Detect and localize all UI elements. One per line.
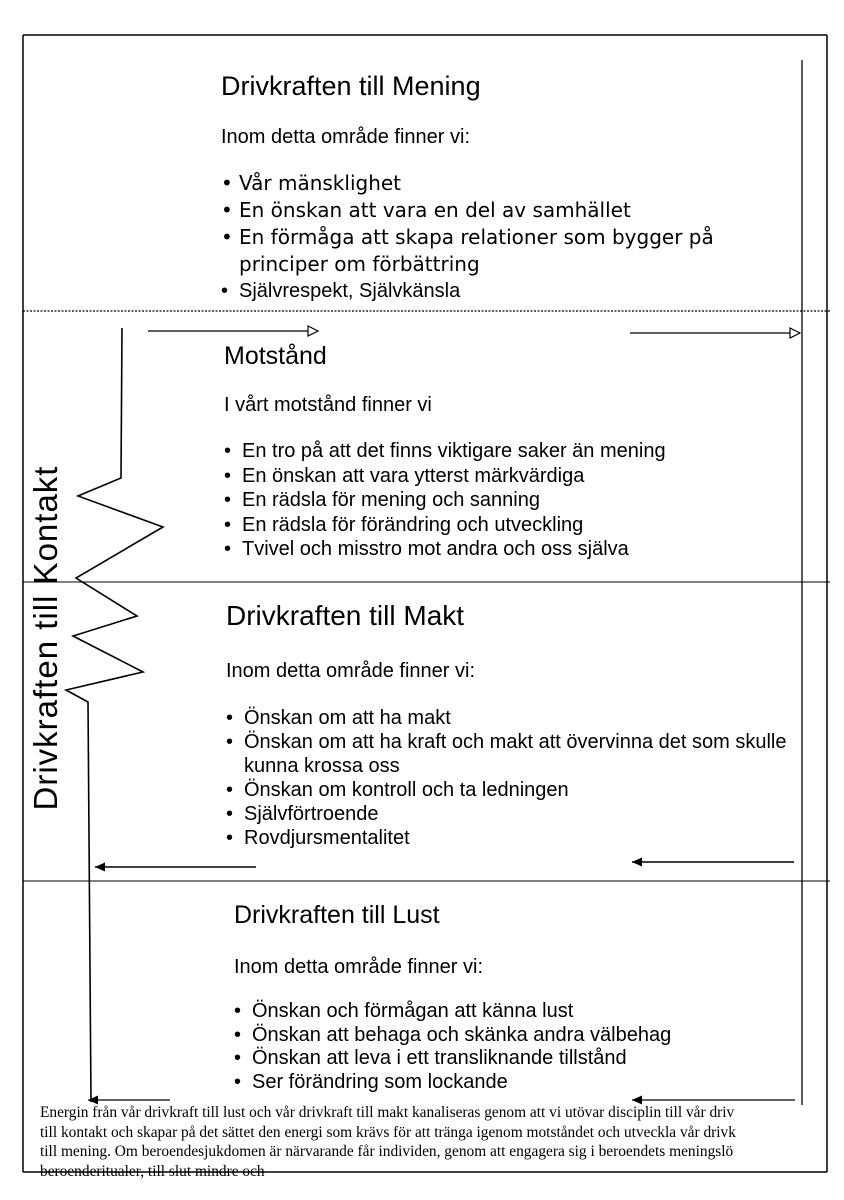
section-intro: Inom detta område finner vi: bbox=[226, 660, 476, 682]
list-item: • Önskan om att ha kraft och makt att övervinna det som skulle kunna krossa oss bbox=[226, 730, 816, 778]
list-item: • Tvivel och misstro mot andra och oss själva bbox=[224, 537, 804, 562]
list-item: • Ser förändring som lockande bbox=[234, 1071, 814, 1095]
side-label-kontakt: Drivkraften till Kontakt bbox=[27, 465, 64, 811]
footer-line: Energin från vår drivkraft till lust och vår drivkraft till makt kanaliseras genom att vi utövar disciplin till vår driv bbox=[40, 1104, 735, 1121]
list-item: • Önskan om kontroll och ta ledningen bbox=[226, 778, 816, 802]
section-intro: I vårt motstånd finner vi bbox=[224, 394, 432, 416]
footer-line: beroenderitualer, till slut mindre och bbox=[40, 1162, 265, 1180]
list-item: • Önskan att leva i ett transliknande tillstånd bbox=[234, 1047, 814, 1071]
section-makt bbox=[226, 596, 816, 850]
section-mening bbox=[221, 68, 801, 305]
list-item: • Önskan att behaga och skänka andra välbehag bbox=[234, 1024, 814, 1048]
section-title: Drivkraften till Mening bbox=[221, 71, 481, 101]
list-item: • En rädsla för förändring och utveckling bbox=[224, 513, 804, 538]
section-list bbox=[224, 439, 804, 562]
list-item: • En tro på att det finns viktigare saker än mening bbox=[224, 439, 804, 464]
section-intro: Inom detta område finner vi: bbox=[234, 956, 484, 978]
list-item: • Önskan och förmågan att känna lust bbox=[234, 1000, 814, 1024]
list-item: • En önskan att vara en del av samhället bbox=[221, 197, 801, 224]
list-item: • Önskan om att ha makt bbox=[226, 706, 816, 730]
section-lust bbox=[234, 898, 814, 1094]
section-list bbox=[234, 1000, 814, 1094]
list-item: • Självförtroende bbox=[226, 802, 816, 826]
section-title: Drivkraften till Makt bbox=[226, 600, 465, 631]
section-intro: Inom detta område finner vi: bbox=[221, 126, 471, 148]
footer-paragraph bbox=[40, 1103, 844, 1185]
list-item: • Rovdjursmentalitet bbox=[226, 826, 816, 850]
zigzag-connector bbox=[66, 328, 163, 1102]
section-list bbox=[221, 170, 801, 305]
section-title: Motstånd bbox=[224, 342, 327, 370]
list-item: • En förmåga att skapa relationer som bygger på principer om förbättring bbox=[221, 224, 801, 278]
footer-line: till mening. Om beroendesjukdomen är närvarande får individen, genom att engagera sig i beroendets meningslö bbox=[40, 1143, 734, 1160]
section-motstand bbox=[224, 339, 804, 562]
section-list bbox=[226, 706, 816, 850]
list-item: • Vår mänsklighet bbox=[221, 170, 801, 197]
footer-line: till kontakt och skapar på det sättet den energi som krävs för att tränga igenom motståndet och utveckla vår drivk bbox=[40, 1123, 736, 1141]
section-title: Drivkraften till Lust bbox=[234, 901, 440, 929]
list-item: • En önskan att vara ytterst märkvärdiga bbox=[224, 464, 804, 489]
list-item: • En rädsla för mening och sanning bbox=[224, 488, 804, 513]
list-item: • Självrespekt, Självkänsla bbox=[221, 278, 801, 305]
